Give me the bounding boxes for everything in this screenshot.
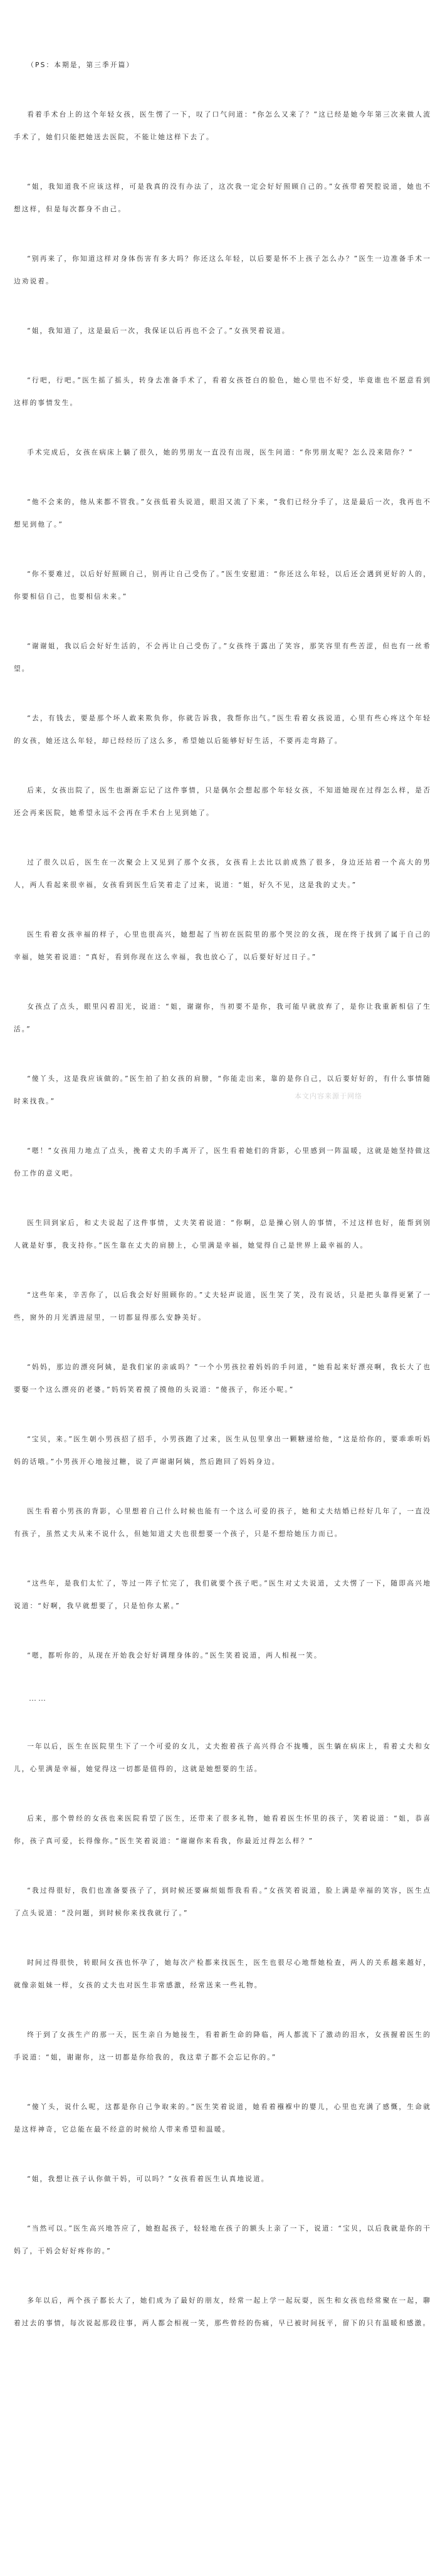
article-paragraph: 医生回到家后，和丈夫说起了这件事情，丈夫笑着说道：“你啊，总是操心别人的事情，不过这样也好，能帮到别人就是好事，我支持你。”医生靠在丈夫的肩膀上，心里满是幸福，她觉得自己是世界上最幸福的人。: [14, 1219, 431, 1249]
article-paragraph: “宝贝，来。”医生朝小男孩招了招手，小男孩跑了过来，医生从包里拿出一颗糖递给他，“这是给你的，要乖乖听妈妈的话哦。”小男孩开心地接过糖，说了声谢谢阿姨，然后跑回了妈妈身边。: [14, 1436, 431, 1466]
article-paragraph: “谢谢姐，我以后会好好生活的，不会再让自己受伤了。”女孩终于露出了笑容，那笑容里有些苦涩，但也有一丝希望。: [14, 643, 431, 673]
article-paragraph: “傻丫头，说什么呢，这都是你自己争取来的。”医生笑着说道，她看着襁褓中的婴儿，心里也充满了感慨，生命就是这样神奇，它总能在最不经意的时候给人带来希望和温暖。: [14, 2103, 431, 2133]
article-paragraph: “嗯！”女孩用力地点了点头，挽着丈夫的手离开了，医生看着她们的背影，心里感到一阵温暖，这就是她坚持做这份工作的意义吧。: [14, 1147, 431, 1177]
article-paragraph: “去，有钱去，要是那个坏人敢来欺负你，你就告诉我，我帮你出气。”医生看着女孩说道，心里有些心疼这个年轻的女孩，她还这么年轻，却已经经历了这么多，希望她以后能够好好生活，不要再走弯路了。: [14, 715, 431, 745]
article-paragraph: “这些年，是我们太忙了，等过一阵子忙完了，我们就要个孩子吧。”医生对丈夫说道，丈夫愣了一下，随即高兴地说道：“好啊，我早就想要了，只是怕你太累。”: [14, 1580, 431, 1610]
article-paragraph: 终于到了女孩生产的那一天，医生亲自为她接生，看着新生命的降临，两人都流下了激动的泪水，女孩握着医生的手说道：“姐，谢谢你，这一切都是你给我的，我这辈子都不会忘记你的。”: [14, 2031, 431, 2061]
article-paragraph: “我过得很好，我们也准备要孩子了，到时候还要麻烦姐帮我看看。”女孩笑着说道，脸上满是幸福的笑容，医生点了点头说道：“没问题，到时候你来找我就行了。”: [14, 1887, 431, 1917]
article-paragraph: 时间过得很快，转眼间女孩也怀孕了，她每次产检都来找医生，医生也很尽心地帮她检查，两人的关系越来越好，就像亲姐妹一样，女孩的丈夫也对医生非常感激，经常送来一些礼物。: [14, 1959, 431, 1989]
article-paragraph: “嗯，都听你的，从现在开始我会好好调理身体的。”医生笑着说道，两人相视一笑。: [27, 1652, 322, 1659]
article-paragraph: “这些年来，辛苦你了，以后我会好好照顾你的。”丈夫轻声说道，医生笑了笑，没有说话，只是把头靠得更紧了一些，窗外的月光洒进屋里，一切都显得那么安静美好。: [14, 1291, 431, 1322]
article-paragraph: 后来，那个曾经的女孩也来医院看望了医生，还带来了很多礼物，她看着医生怀里的孩子，笑着说道：“姐，恭喜你，孩子真可爱，长得像你。”医生笑着说道：“谢谢你来看我，你最近过得怎么样？”: [14, 1815, 431, 1845]
watermark: 本文内容来源于网络: [295, 1092, 362, 1100]
article-paragraph: 手术完成后，女孩在病床上躺了很久，她的男朋友一直没有出现，医生问道：“你男朋友呢？怎么没来陪你？”: [27, 449, 414, 456]
article-paragraph: “当然可以。”医生高兴地答应了，她抱起孩子，轻轻地在孩子的额头上亲了一下，说道：“宝贝，以后我就是你的干妈了，干妈会好好疼你的。”: [14, 2225, 431, 2255]
article-paragraph: 一年以后，医生在医院里生下了一个可爱的女儿，丈夫抱着孩子高兴得合不拢嘴，医生躺在病床上，看着丈夫和女儿，心里满是幸福，她觉得这一切都是值得的，这就是她想要的生活。: [14, 1743, 431, 1773]
section-divider: ……: [29, 1694, 48, 1703]
article-paragraph: （PS：本期是，第三季开篇）: [27, 61, 135, 69]
article-paragraph: “你不要难过，以后好好照顾自己，别再让自己受伤了。”医生安慰道：“你还这么年轻，以后还会遇到更好的人的，你要相信自己，也要相信未来。”: [14, 570, 431, 601]
article-paragraph: 女孩点了点头，眼里闪着泪光，说道：“姐，谢谢你，当初要不是你，我可能早就放弃了，是你让我重新相信了生活。”: [14, 1003, 431, 1033]
article-paragraph: “傻丫头，这是我应该做的。”医生拍了拍女孩的肩膀，“你能走出来，靠的是你自己，以后要好好的，有什么事情随时来找我。”: [14, 1075, 431, 1105]
article-paragraph: “妈妈，那边的漂亮阿姨，是我们家的亲戚吗？”一个小男孩拉着妈妈的手问道，“她看起来好漂亮啊，我长大了也要娶一个这么漂亮的老婆。”妈妈笑着摸了摸他的头说道：“傻孩子，你还小呢。”: [14, 1364, 431, 1394]
article-paragraph: 看着手术台上的这个年轻女孩，医生愣了一下，叹了口气问道：“你怎么又来了？”这已经是她今年第三次来做人流手术了，她们只能把她送去医院，不能让她这样下去了。: [14, 111, 431, 141]
article-paragraph: “他不会来的，他从来都不管我。”女孩低着头说道，眼泪又流了下来，“我们已经分手了，这是最后一次，我再也不想见到他了。”: [14, 498, 431, 528]
article-paragraph: 医生看着小男孩的背影，心里想着自己什么时候也能有一个这么可爱的孩子，她和丈夫结婚已经好几年了，一直没有孩子，虽然丈夫从来不说什么，但她知道丈夫也很想要一个孩子，只是不想给她压力而已。: [14, 1508, 431, 1538]
article-paragraph: 过了很久以后，医生在一次聚会上又见到了那个女孩，女孩看上去比以前成熟了很多，身边还站着一个高大的男人，两人看起来很幸福，女孩看到医生后笑着走了过来，说道：“姐，好久不见，这是我的丈夫。”: [14, 859, 431, 889]
article-paragraph: “别再来了，你知道这样对身体伤害有多大吗？你还这么年轻，以后要是怀不上孩子怎么办？”医生一边准备手术一边劝说着。: [14, 255, 431, 285]
article-paragraph: 医生看着女孩幸福的样子，心里也很高兴，她想起了当初在医院里的那个哭泣的女孩，现在终于找到了属于自己的幸福，她笑着说道：“真好，看到你现在这么幸福，我也放心了，以后要好好过日子。”: [14, 931, 431, 961]
article-paragraph: “姐，我知道了，这是最后一次，我保证以后再也不会了。”女孩哭着说道。: [27, 327, 290, 335]
article-paragraph: “行吧，行吧。”医生摇了摇头，转身去准备手术了，看着女孩苍白的脸色，她心里也不好受，毕竟谁也不愿意看到这样的事情发生。: [14, 377, 431, 407]
article-paragraph: 多年以后，两个孩子都长大了，她们成为了最好的朋友，经常一起上学一起玩耍，医生和女孩也经常聚在一起，聊着过去的事情，每次说起那段往事，两人都会相视一笑，那些曾经的伤痛，早已被时间抚平，留下的只有温暖和感激。: [14, 2297, 431, 2327]
article-paragraph: 后来，女孩出院了，医生也渐渐忘记了这件事情，只是偶尔会想起那个年轻女孩，不知道她现在过得怎么样，是否还会再来医院，她希望永远不会再在手术台上见到她了。: [14, 787, 431, 817]
article-paragraph: “姐，我知道我不应该这样，可是我真的没有办法了，这次我一定会好好照顾自己的。”女孩带着哭腔说道，她也不想这样，但是每次都身不由己。: [14, 183, 431, 213]
article-paragraph: “姐，我想让孩子认你做干妈，可以吗？”女孩看着医生认真地说道。: [27, 2175, 270, 2183]
